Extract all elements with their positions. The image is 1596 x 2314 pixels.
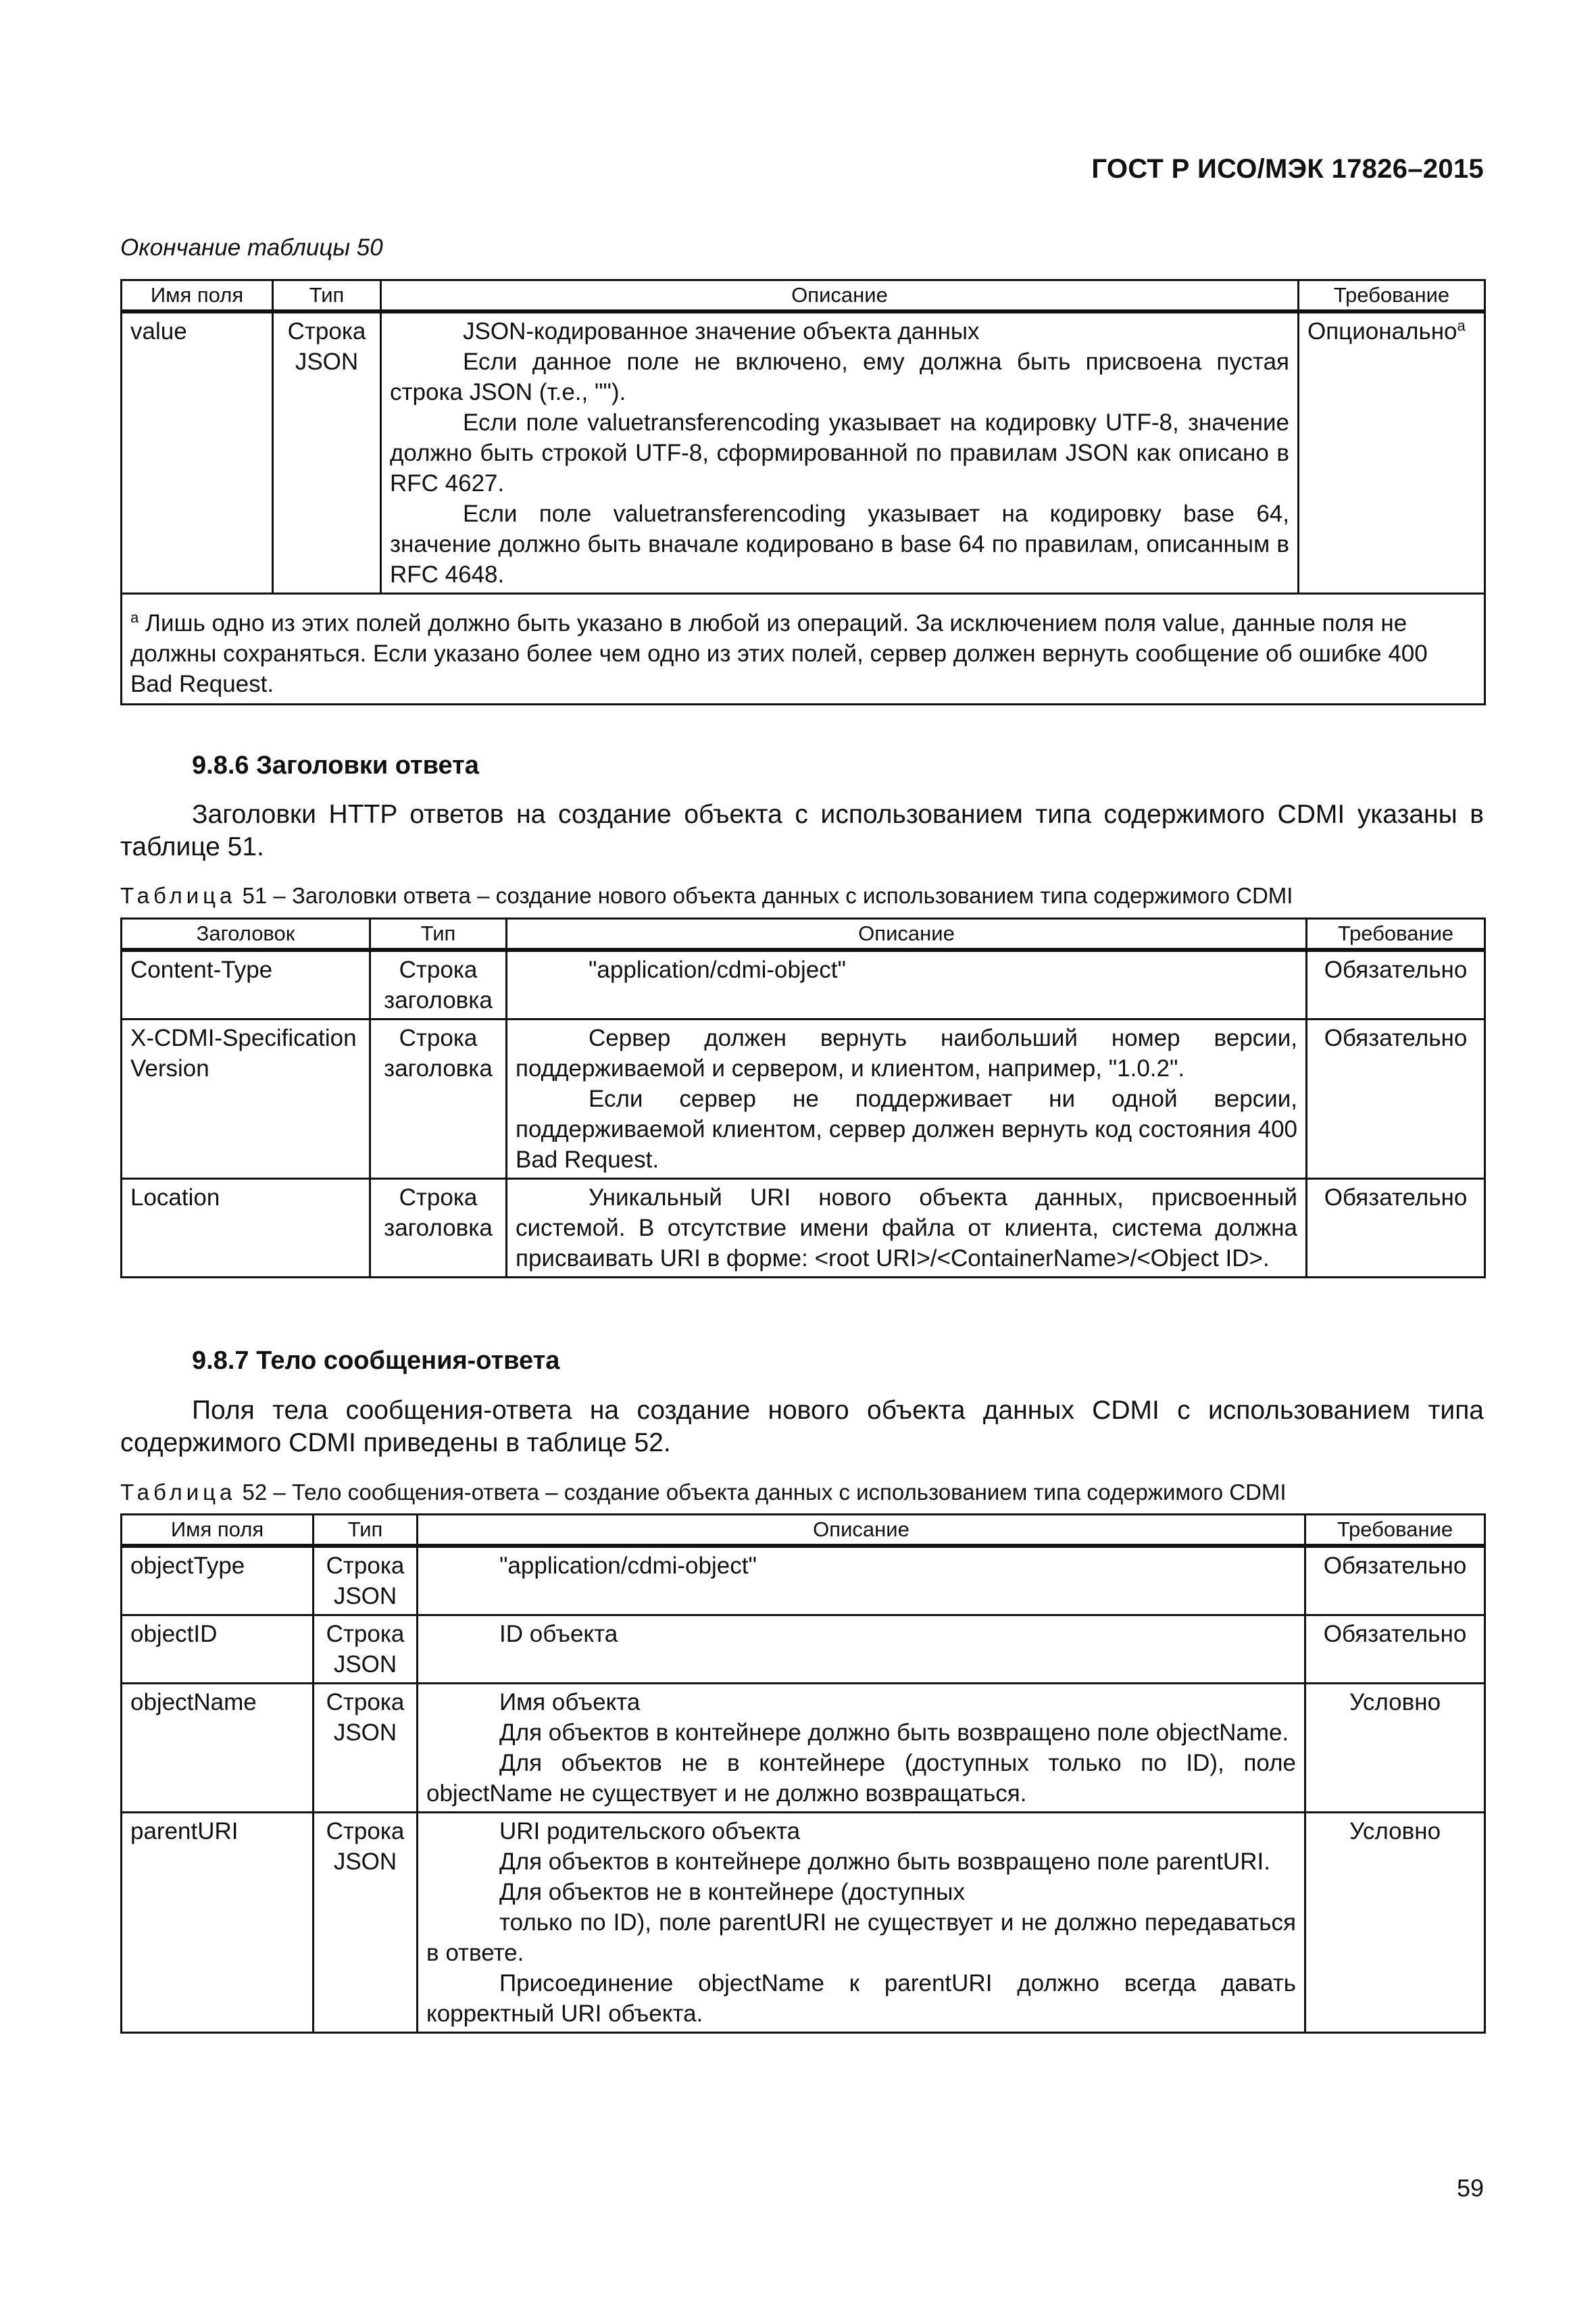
section-paragraph: Заголовки HTTP ответов на создание объекта с использованием типа содержимого CDMI указаны в таблице 51. — [120, 800, 1484, 861]
table-51-caption — [120, 883, 1484, 909]
description-line: Для объектов в контейнере должно быть возвращено поле objectName. — [499, 1719, 1289, 1746]
description-line: ID объекта — [499, 1621, 618, 1647]
table-52 — [120, 1513, 1486, 2034]
table-50-continuation-caption: Окончание таблицы 50 — [120, 234, 383, 261]
description-line: "application/cdmi-object" — [499, 1553, 757, 1579]
description-cell — [418, 1615, 1305, 1684]
field-name-cell: objectType — [122, 1546, 314, 1615]
description-line: Имя объекта — [499, 1689, 641, 1715]
type-cell: Строка JSON — [273, 311, 381, 594]
description-line: Если сервер не поддерживает ни одной версии, поддерживаемой клиентом, сервер должен вернуть код состояния 400 Bad Request. — [516, 1086, 1297, 1173]
description-line: "application/cdmi-object" — [589, 957, 846, 983]
requirement-cell: Обязательно — [1307, 950, 1485, 1020]
description-line: Присоединение objectName к parentURI должно всегда давать корректный URI объекта. — [426, 1970, 1296, 2027]
caption-prefix: Таблица — [120, 883, 236, 908]
page-number: 59 — [1456, 2174, 1484, 2202]
table-row — [122, 311, 1485, 594]
section-heading-9-8-6: 9.8.6 Заголовки ответа — [192, 751, 479, 780]
type-cell: Строка JSON — [314, 1615, 418, 1684]
table-row — [122, 1615, 1485, 1684]
type-cell: Строка JSON — [314, 1684, 418, 1813]
description-cell — [418, 1546, 1305, 1615]
column-header: Тип — [370, 919, 507, 951]
description-line: Для объектов не в контейнере (доступных — [499, 1879, 965, 1905]
description-cell — [507, 1179, 1307, 1278]
description-line: только по ID), поле parentURI не существует и не должно передаваться в ответе. — [426, 1909, 1296, 1966]
requirement-cell: Обязательно — [1305, 1615, 1485, 1684]
column-header: Заголовок — [122, 919, 370, 951]
footnote-text: Лишь одно из этих полей должно быть указано в любой из операций. За исключением поля value, данные поля не должны сохраняться. Если указано более чем одно из этих полей, сервер должен вернуть сообщение об ошибке 400 Bad Request. — [130, 610, 1428, 697]
caption-text: 51 – Заголовки ответа – создание нового объекта данных с использованием типа содержимого CDMI — [236, 883, 1293, 908]
type-cell: Строка JSON — [314, 1546, 418, 1615]
section-heading-9-8-7: 9.8.7 Тело сообщения-ответа — [192, 1347, 560, 1375]
table-50 — [120, 279, 1486, 705]
caption-prefix: Таблица — [120, 1480, 236, 1505]
field-name-cell: parentURI — [122, 1813, 314, 2033]
footnote-marker: a — [1457, 317, 1466, 334]
column-header: Требование — [1307, 919, 1485, 951]
description-line: URI родительского объекта — [499, 1818, 801, 1844]
column-header: Требование — [1299, 280, 1485, 312]
type-cell: Строка JSON — [314, 1813, 418, 2033]
description-cell — [507, 950, 1307, 1020]
table-row — [122, 1684, 1485, 1813]
requirement-text: Опционально — [1307, 318, 1457, 345]
caption-text: 52 – Тело сообщения-ответа – создание объекта данных с использованием типа содержимого CDMI — [236, 1480, 1287, 1505]
table-row — [122, 1020, 1485, 1179]
type-cell: Строка заголовка — [370, 1179, 507, 1278]
description-cell — [381, 311, 1299, 594]
description-line: Уникальный URI нового объекта данных, присвоенный системой. В отсутствие имени файла от клиента, система должна присваивать URI в форме: <root URI>/<ContainerName>/<Object ID>. — [516, 1184, 1297, 1272]
description-line: Если поле valuetransferencoding указывает на кодировку UTF-8, значение должно быть строкой UTF-8, сформированной по правилам JSON как описано в RFC 4627. — [390, 409, 1289, 497]
field-name-cell: objectName — [122, 1684, 314, 1813]
requirement-cell — [1299, 311, 1485, 594]
header-name-cell: Content-Type — [122, 950, 370, 1020]
table-row — [122, 950, 1485, 1020]
type-cell: Строка заголовка — [370, 1020, 507, 1179]
requirement-cell: Обязательно — [1307, 1179, 1485, 1278]
table-header-row — [122, 919, 1485, 951]
header-name-cell: X-CDMI-SpecificationVersion — [122, 1020, 370, 1179]
footnote-marker: a — [130, 609, 139, 626]
field-name-cell: value — [122, 311, 273, 594]
footnote-row — [122, 594, 1485, 705]
description-line: Если данное поле не включено, ему должна быть присвоена пустая строка JSON (т.е., ""). — [390, 349, 1289, 405]
table-51 — [120, 917, 1486, 1278]
requirement-cell: Условно — [1305, 1684, 1485, 1813]
description-cell — [507, 1020, 1307, 1179]
requirement-cell: Условно — [1305, 1813, 1485, 2033]
table-row — [122, 1179, 1485, 1278]
section-paragraph: Поля тела сообщения-ответа на создание нового объекта данных CDMI с использованием типа содержимого CDMI приведены в таблице 52. — [120, 1396, 1484, 1457]
column-header: Тип — [314, 1515, 418, 1546]
description-line: JSON-кодированное значение объекта данных — [463, 318, 980, 345]
description-line: Для объектов в контейнере должно быть возвращено поле parentURI. — [499, 1848, 1270, 1875]
description-line: Сервер должен вернуть наибольший номер версии, поддерживаемой и сервером, и клиентом, например, "1.0.2". — [516, 1025, 1297, 1082]
table-row — [122, 1813, 1485, 2033]
column-header: Требование — [1305, 1515, 1485, 1546]
column-header: Описание — [507, 919, 1307, 951]
table-row — [122, 1546, 1485, 1615]
footnote-cell — [122, 594, 1485, 705]
table-52-caption — [120, 1480, 1484, 1505]
description-line: Для объектов не в контейнере (доступных только по ID), поле objectName не существует и не должно возвращаться. — [426, 1750, 1296, 1807]
type-cell: Строка заголовка — [370, 950, 507, 1020]
column-header: Тип — [273, 280, 381, 312]
field-name-cell: objectID — [122, 1615, 314, 1684]
document-header: ГОСТ Р ИСО/МЭК 17826–2015 — [1091, 154, 1484, 184]
description-cell — [418, 1813, 1305, 2033]
table-header-row — [122, 280, 1485, 312]
description-line: Если поле valuetransferencoding указывает на кодировку base 64, значение должно быть вначале кодировано в base 64 по правилам, описанным в RFC 4648. — [390, 501, 1289, 588]
description-cell — [418, 1684, 1305, 1813]
table-header-row — [122, 1515, 1485, 1546]
column-header: Имя поля — [122, 1515, 314, 1546]
column-header: Описание — [418, 1515, 1305, 1546]
requirement-cell: Обязательно — [1307, 1020, 1485, 1179]
header-name-cell: Location — [122, 1179, 370, 1278]
requirement-cell: Обязательно — [1305, 1546, 1485, 1615]
column-header: Описание — [381, 280, 1299, 312]
column-header: Имя поля — [122, 280, 273, 312]
